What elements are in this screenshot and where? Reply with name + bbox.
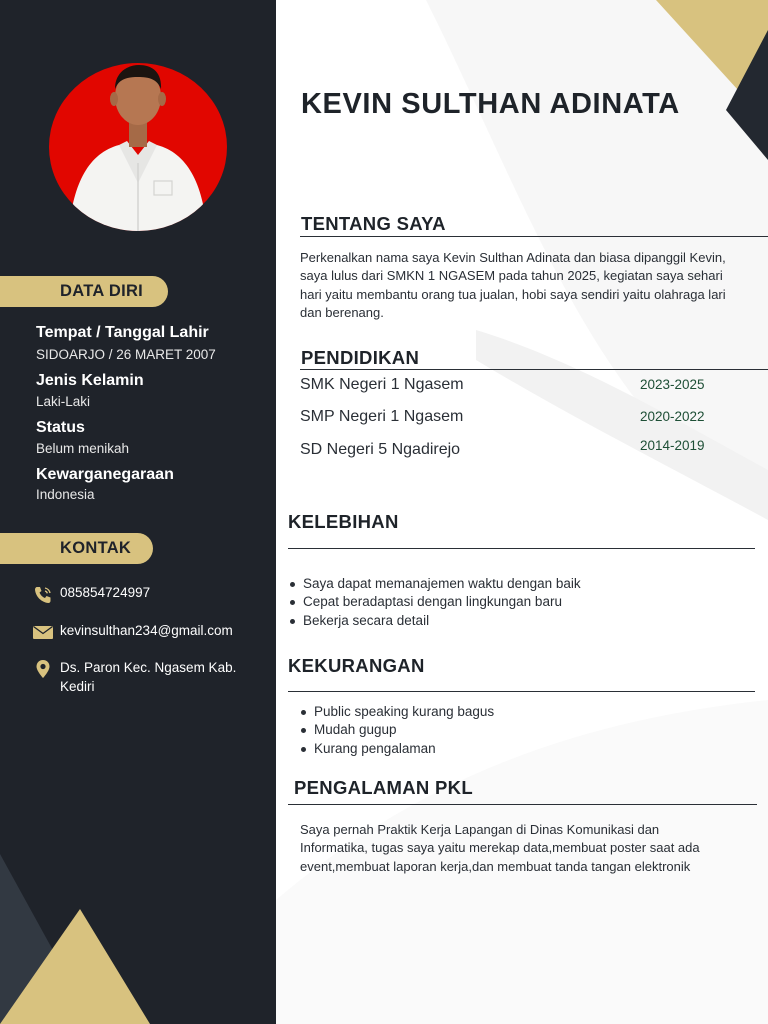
tentang-heading: TENTANG SAYA: [301, 213, 446, 234]
data-diri-heading: DATA DIRI: [60, 282, 144, 300]
edu-years-3: 2014-2019: [640, 438, 705, 453]
contact-address: Ds. Paron Kec. Ngasem Kab. Kediri: [60, 660, 237, 694]
kekurangan-item: Public speaking kurang bagus: [299, 703, 494, 721]
kelebihan-list: [288, 575, 581, 630]
kelebihan-item: Bekerja secara detail: [288, 612, 581, 630]
edu-school-3: SD Negeri 5 Ngadirejo: [300, 441, 461, 458]
phone-icon: [33, 585, 53, 605]
field-value-tempat-tanggal-lahir: SIDOARJO / 26 MARET 2007: [36, 347, 216, 362]
kontak-heading-pill: [0, 533, 153, 564]
pkl-divider: [288, 804, 757, 805]
contact-email[interactable]: kevinsulthan234@gmail.com: [60, 623, 233, 638]
mail-icon: [33, 622, 53, 642]
data-diri-heading-pill: [0, 276, 168, 307]
field-label-kewarganegaraan: Kewarganegaraan: [36, 466, 174, 483]
kelebihan-item: Saya dapat memanajemen waktu dengan baik: [288, 575, 581, 593]
field-value-kewarganegaraan: Indonesia: [36, 487, 95, 502]
pkl-heading: PENGALAMAN PKL: [294, 777, 473, 798]
kekurangan-divider: [288, 691, 755, 692]
tentang-divider: [300, 236, 768, 237]
field-label-tempat-tanggal-lahir: Tempat / Tanggal Lahir: [36, 324, 209, 341]
location-pin-icon: [33, 659, 53, 679]
kelebihan-item: Cepat beradaptasi dengan lingkungan baru: [288, 593, 581, 611]
kekurangan-item: Mudah gugup: [299, 721, 494, 739]
edu-school-2: SMP Negeri 1 Ngasem: [300, 408, 464, 425]
tentang-text: Perkenalkan nama saya Kevin Sulthan Adinata dan biasa dipanggil Kevin, saya lulus dari SMKN 1 NGASEM pada tahun 2025, kegiatan saya sehari hari yaitu membantu orang tua jualan, hobi saya sendiri yaitu olahraga lari dan berenang.: [300, 250, 726, 320]
field-value-jenis-kelamin: Laki-Laki: [36, 394, 91, 409]
sidebar-corner-decoration: [0, 824, 276, 1024]
edu-years-1: 2023-2025: [640, 377, 705, 392]
kelebihan-divider: [288, 548, 755, 549]
field-label-jenis-kelamin: Jenis Kelamin: [36, 372, 144, 389]
sidebar: [0, 0, 276, 1024]
pendidikan-heading: PENDIDIKAN: [301, 347, 420, 368]
contact-phone[interactable]: 085854724997: [60, 585, 151, 600]
edu-school-1: SMK Negeri 1 Ngasem: [300, 376, 464, 393]
field-value-status: Belum menikah: [36, 441, 130, 456]
kekurangan-heading: KEKURANGAN: [288, 655, 425, 676]
kekurangan-list: [299, 703, 494, 758]
profile-photo: [49, 63, 227, 231]
kontak-heading: KONTAK: [60, 539, 132, 557]
pkl-text: Saya pernah Praktik Kerja Lapangan di Dinas Komunikasi dan Informatika, tugas saya yaitu merekap data,membuat poster saat ada event,membuat laporan kerja,dan membuat tanda tangan elektronik: [300, 822, 700, 874]
kelebihan-heading: KELEBIHAN: [288, 511, 399, 532]
pendidikan-divider: [300, 369, 768, 370]
kekurangan-item: Kurang pengalaman: [299, 740, 494, 758]
field-label-status: Status: [36, 419, 85, 436]
full-name: KEVIN SULTHAN ADINATA: [301, 88, 680, 120]
edu-years-2: 2020-2022: [640, 409, 705, 424]
